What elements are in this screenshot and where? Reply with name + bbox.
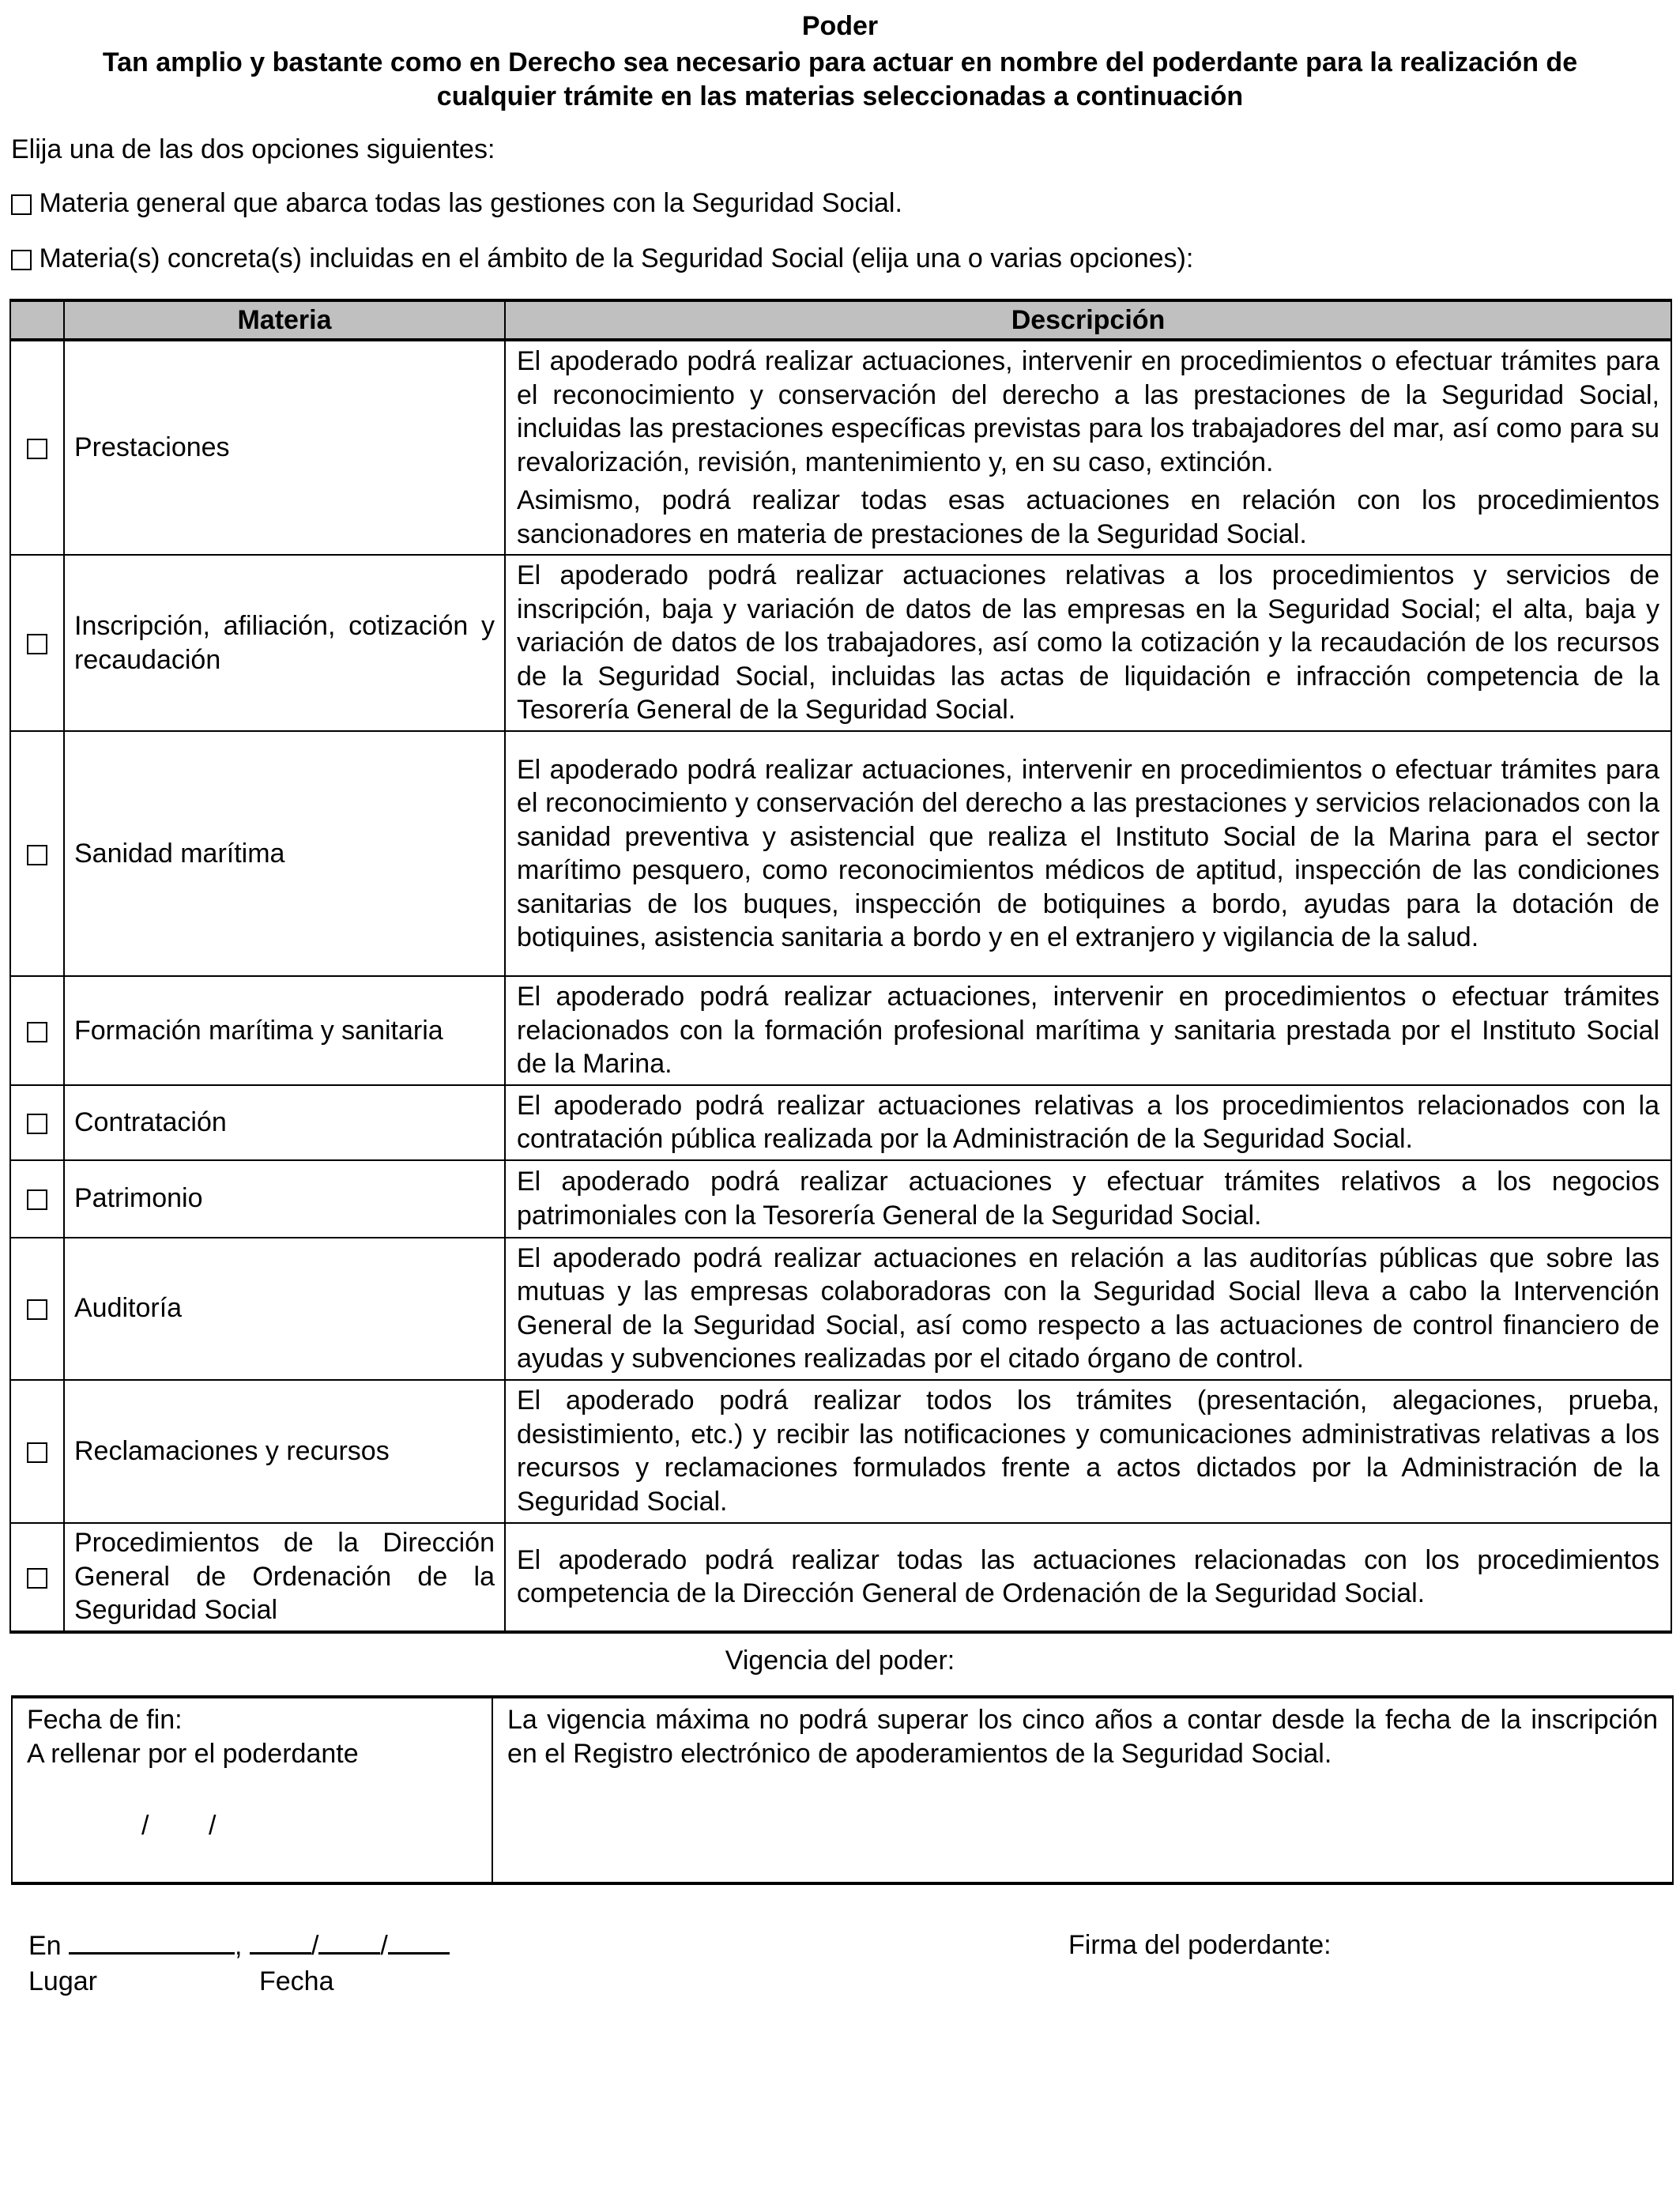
checkbox-icon[interactable]: [27, 634, 47, 654]
descripcion-paragraph: El apoderado podrá realizar actuaciones, intervenir en procedimientos o efectuar trámites relacionados con la formación profesional marítima y sanitaria prestada por el Instituto Social de la Marina.: [517, 982, 1659, 1079]
descripcion-paragraph: El apoderado podrá realizar todos los trámites (presentación, alegaciones, prueba, desistimiento, etc.) y recibir las notificaciones y comunicaciones administrativas relativas a los recursos y reclamaciones formulados frente a actos dictados por la Administración de la Seguridad Social.: [517, 1385, 1659, 1517]
materia-cell: Contratación: [64, 1085, 505, 1160]
en-label: En: [28, 1931, 62, 1961]
lugar-fecha-line: En , / /: [28, 1928, 450, 1963]
table-row: [10, 555, 1671, 731]
descripcion-cell: [505, 976, 1671, 1085]
descripcion-cell: [505, 731, 1671, 976]
header-checkbox-cell: [10, 300, 64, 340]
materia-cell: Auditoría: [64, 1238, 505, 1380]
fecha-fin-label: Fecha de fin:: [27, 1705, 183, 1735]
descripcion-paragraph: El apoderado podrá realizar todas las actuaciones relacionadas con los procedimientos competencia de la Dirección General de Ordenación de la Seguridad Social.: [517, 1544, 1659, 1608]
descripcion-cell: [505, 1380, 1671, 1523]
option-general-label: Materia general que abarca todas las gestiones con la Seguridad Social.: [39, 188, 902, 218]
document-subtitle-line-1: Tan amplio y bastante como en Derecho sea necesario para actuar en nombre del poderdante para la realización de: [102, 47, 1578, 77]
table-row: [10, 1160, 1671, 1238]
descripcion-cell: [505, 1085, 1671, 1160]
materia-cell: Prestaciones: [64, 340, 505, 555]
table-row: [10, 1085, 1671, 1160]
descripcion-cell: [505, 555, 1671, 731]
row-checkbox-cell[interactable]: [10, 1160, 64, 1238]
checkbox-icon[interactable]: [27, 1299, 47, 1320]
materia-cell: Procedimientos de la Dirección General de Ordenación de la Seguridad Social: [64, 1523, 505, 1632]
choose-instruction: Elija una de las dos opciones siguientes:: [11, 134, 495, 164]
day-field[interactable]: [250, 1928, 311, 1955]
checkbox-icon[interactable]: [27, 1114, 47, 1134]
table-row: [10, 1238, 1671, 1380]
table-row: [10, 1380, 1671, 1523]
table-row: [10, 976, 1671, 1085]
row-checkbox-cell[interactable]: [10, 555, 64, 731]
option-concrete-label: Materia(s) concreta(s) incluidas en el ámbito de la Seguridad Social (elija una o varias opciones):: [39, 243, 1194, 273]
lugar-field[interactable]: [69, 1928, 235, 1955]
month-field[interactable]: [318, 1928, 380, 1955]
year-field[interactable]: [388, 1928, 450, 1955]
materia-cell: Reclamaciones y recursos: [64, 1380, 505, 1523]
row-checkbox-cell[interactable]: [10, 340, 64, 555]
descripcion-paragraph: Asimismo, podrá realizar todas esas actuaciones en relación con los procedimientos sancionadores en materia de prestaciones de la Seguridad Social.: [517, 485, 1659, 549]
document-subtitle-line-2: cualquier trámite en las materias seleccionadas a continuación: [436, 81, 1244, 111]
row-checkbox-cell[interactable]: [10, 1380, 64, 1523]
fecha-fin-cell[interactable]: [12, 1697, 492, 1883]
option-concrete[interactable]: [11, 242, 1193, 276]
materia-cell: Formación marítima y sanitaria: [64, 976, 505, 1085]
fecha-fin-date-field[interactable]: / /: [141, 1811, 217, 1841]
firma-label: Firma del poderdante:: [1068, 1930, 1332, 1960]
vigencia-note: La vigencia máxima no podrá superar los cinco años a contar desde la fecha de la inscripción en el Registro electrónico de apoderamientos de la Seguridad Social.: [492, 1697, 1673, 1883]
descripcion-cell: [505, 1160, 1671, 1238]
table-row: [10, 1523, 1671, 1632]
row-checkbox-cell[interactable]: [10, 731, 64, 976]
checkbox-icon[interactable]: [27, 845, 47, 865]
header-materia: Materia: [64, 300, 505, 340]
materias-table: [9, 299, 1672, 1634]
lugar-label: Lugar: [28, 1966, 97, 1996]
descripcion-paragraph: El apoderado podrá realizar actuaciones, intervenir en procedimientos o efectuar trámites para el reconocimiento y conservación del derecho a las prestaciones de la Seguridad Social, incluidas las prestaciones específicas previstas para los trabajadores del mar, así como para su revalorización, revisión, mantenimiento y, en su caso, extinción.: [517, 346, 1659, 477]
checkbox-icon[interactable]: [27, 1189, 47, 1210]
descripcion-paragraph: El apoderado podrá realizar actuaciones relativas a los procedimientos relacionados con la contratación pública realizada por la Administración de la Seguridad Social.: [517, 1090, 1659, 1154]
checkbox-icon[interactable]: [11, 250, 32, 270]
row-checkbox-cell[interactable]: [10, 1238, 64, 1380]
fecha-label: Fecha: [259, 1966, 334, 1996]
row-checkbox-cell[interactable]: [10, 976, 64, 1085]
materia-cell: Sanidad marítima: [64, 731, 505, 976]
descripcion-paragraph: El apoderado podrá realizar actuaciones relativas a los procedimientos y servicios de inscripción, baja y variación de datos de las empresas en la Seguridad Social; el alta, baja y variación de datos de los trabajadores, así como la cotización y la recaudación de los recursos de la Seguridad Social, incluidas las actas de liquidación e infracción competencia de la Tesorería General de la Seguridad Social.: [517, 560, 1659, 726]
vigencia-heading: Vigencia del poder:: [725, 1646, 955, 1676]
table-row: [10, 340, 1671, 555]
fecha-fin-hint: A rellenar por el poderdante: [27, 1739, 359, 1769]
row-checkbox-cell[interactable]: [10, 1085, 64, 1160]
checkbox-icon[interactable]: [27, 439, 47, 459]
table-header-row: [10, 300, 1671, 340]
header-descripcion: Descripción: [505, 300, 1671, 340]
vigencia-table: [11, 1695, 1674, 1885]
materia-cell: Inscripción, afiliación, cotización y recaudación: [64, 555, 505, 731]
descripcion-cell: [505, 340, 1671, 555]
descripcion-cell: [505, 1238, 1671, 1380]
checkbox-icon[interactable]: [11, 194, 32, 215]
option-general[interactable]: [11, 187, 902, 221]
row-checkbox-cell[interactable]: [10, 1523, 64, 1632]
checkbox-icon[interactable]: [27, 1568, 47, 1589]
descripcion-paragraph: El apoderado podrá realizar actuaciones, intervenir en procedimientos o efectuar trámites para el reconocimiento y conservación del derecho a las prestaciones y servicios relacionados con la sanidad preventiva y asistencial que realiza el Instituto Social de la Marina para el sector marítimo pesquero, como reconocimientos médicos de aptitud, inspección de las condiciones sanitarias de los buques, inspección de botiquines a bordo, ayudas para la dotación de botiquines, asistencia sanitaria a bordo y en el extranjero y vigilancia de la salud.: [517, 754, 1659, 952]
descripcion-paragraph: El apoderado podrá realizar actuaciones en relación a las auditorías públicas que sobre las mutuas y las empresas colaboradoras con la Seguridad Social lleva a cabo la Intervención General de la Seguridad Social, así como respecto a las actuaciones de control financiero de ayudas y subvenciones realizadas por el citado órgano de control.: [517, 1242, 1659, 1374]
checkbox-icon[interactable]: [27, 1442, 47, 1463]
descripcion-paragraph: El apoderado podrá realizar actuaciones y efectuar trámites relativos a los negocios patrimoniales con la Tesorería General de la Seguridad Social.: [517, 1167, 1659, 1231]
checkbox-icon[interactable]: [27, 1022, 47, 1042]
materia-cell: Patrimonio: [64, 1160, 505, 1238]
document-title: Poder: [801, 11, 879, 41]
descripcion-cell: [505, 1523, 1671, 1632]
table-row: [10, 731, 1671, 976]
